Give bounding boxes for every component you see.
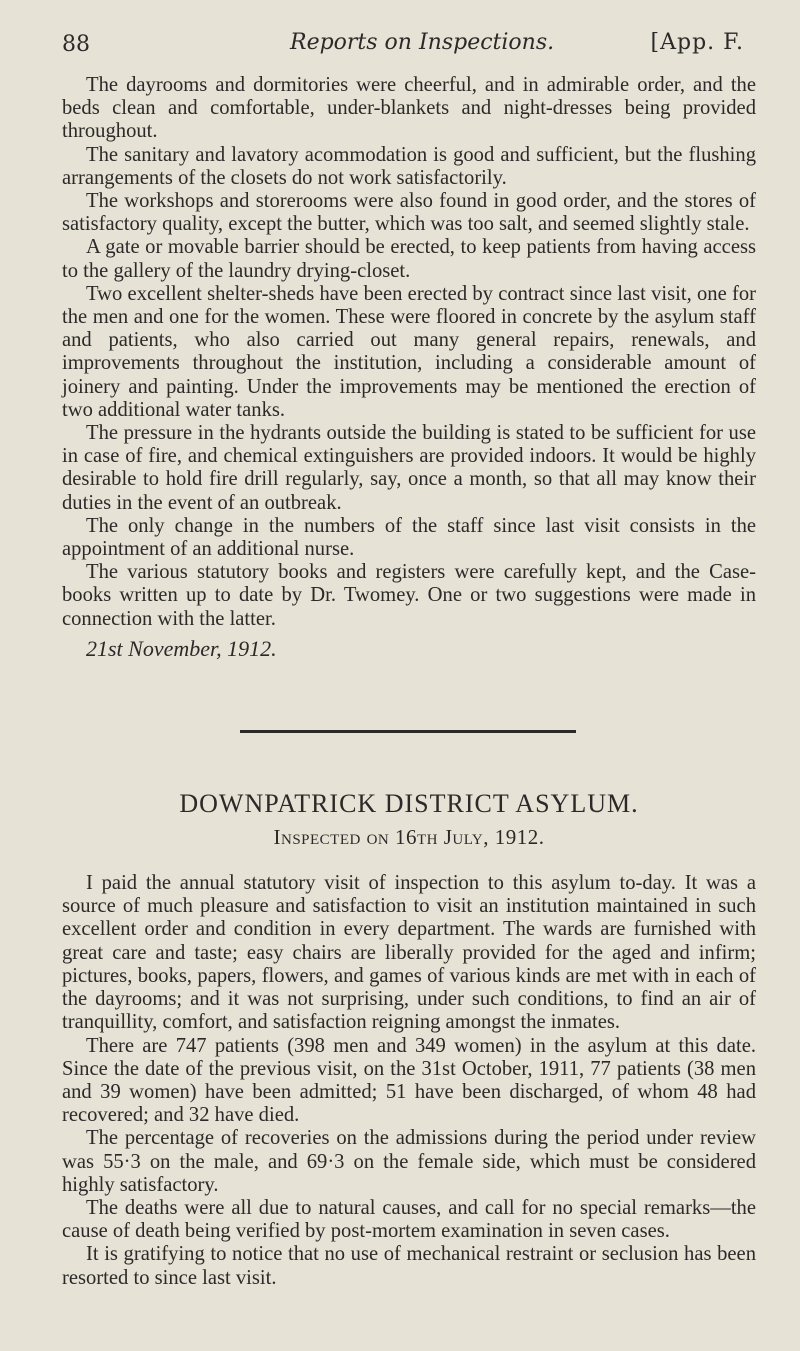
paragraph: The workshops and storerooms were also found in good order, and the stores of satisfactory quality, except the butter, which was too salt, and seemed slightly stale. <box>62 190 756 236</box>
inspection-date-heading: Inspected on 16th July, 1912. <box>273 825 545 850</box>
paragraph: The pressure in the hydrants outside the building is stated to be sufficient for use in case of fire, and chemical extinguishers are provided indoors. It would be highly desirable to hold fire drill regularly, say, once a month, so that all may know their duties in the event of an outbreak. <box>62 422 756 514</box>
section-divider <box>240 730 576 733</box>
report-date: 21st November, 1912. <box>86 635 277 661</box>
report-previous-asylum <box>62 74 756 660</box>
running-head <box>62 22 756 66</box>
paragraph: The percentage of recoveries on the admissions during the period under review was 55·3 on the male, and 69·3 on the female side, which must be considered highly satisfactory. <box>62 1127 756 1196</box>
report-downpatrick <box>62 872 756 1290</box>
paragraph: There are 747 patients (398 men and 349 women) in the asylum at this date. Since the date of the previous visit, on the 31st October, 1911, 77 patients (38 men and 39 women) have been admitted; 51 have been discharged, of whom 48 had recovered; and 32 have died. <box>62 1034 756 1127</box>
appendix-label: [App. F. <box>650 30 744 55</box>
paragraph: It is gratifying to notice that no use of mechanical restraint or seclusion has been resorted to since last visit. <box>62 1243 756 1289</box>
paragraph: The dayrooms and dormitories were cheerful, and in admirable order, and the beds clean and comfortable, under-blankets and night-dresses being provided throughout. <box>62 74 756 143</box>
section-title: DOWNPATRICK DISTRICT ASYLUM. <box>179 789 639 819</box>
paragraph: A gate or movable barrier should be erected, to keep patients from having access to the gallery of the laundry drying-closet. <box>62 236 756 282</box>
page-number: 88 <box>62 32 90 57</box>
paragraph: The deaths were all due to natural causes, and call for no special remarks—the cause of death being verified by post-mortem examination in seven cases. <box>62 1196 756 1243</box>
running-title: Reports on Inspections. <box>290 30 555 55</box>
paragraph: The only change in the numbers of the staff since last visit consists in the appointment of an additional nurse. <box>62 514 756 561</box>
paragraph: The various statutory books and registers were carefully kept, and the Case-books written up to date by Dr. Twomey. One or two suggestions were made in connection with the latter. <box>62 561 756 630</box>
paragraph: I paid the annual statutory visit of inspection to this asylum to-day. It was a source of much pleasure and satisfaction to visit an institution maintained in such excellent order and condition in every department. The wards are furnished with great care and taste; easy chairs are liberally provided for the aged and infirm; pictures, books, papers, flowers, and games of various kinds are met with in each of the dayrooms; and it was not surprising, under such conditions, to find an air of tranquillity, comfort, and satisfaction reigning amongst the inmates. <box>62 872 756 1034</box>
paragraph: The sanitary and lavatory acommodation is good and sufficient, but the flushing arrangements of the closets do not work satisfactorily. <box>62 143 756 189</box>
paragraph: Two excellent shelter-sheds have been erected by contract since last visit, one for the men and one for the women. These were floored in concrete by the asylum staff and patients, who also carried out many general repairs, renewals, and improvements throughout the institution, including a considerable amount of joinery and painting. Under the improvements may be mentioned the erection of two additional water tanks. <box>62 282 756 421</box>
